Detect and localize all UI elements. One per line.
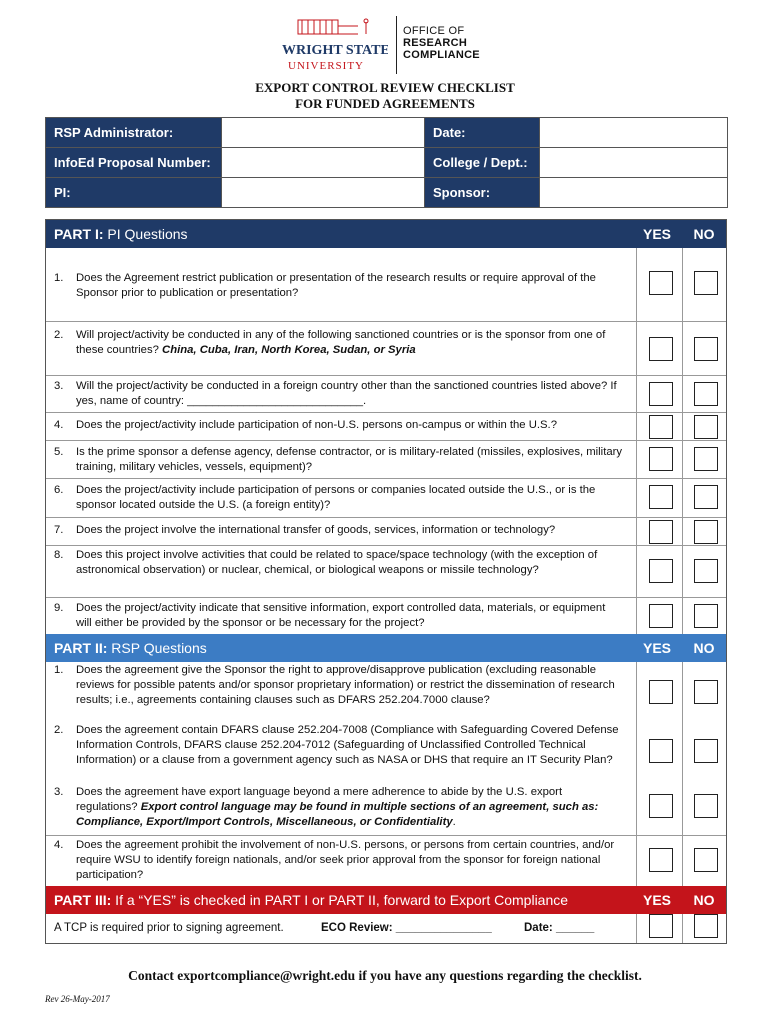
office-line-1: OFFICE OF <box>403 25 465 37</box>
question-number: 1. <box>54 664 64 676</box>
office-name <box>403 25 480 61</box>
part1-q9-yes-checkbox[interactable] <box>649 604 673 628</box>
part3-prefix: PART III: <box>54 892 112 908</box>
part2-q3-yes-checkbox[interactable] <box>649 794 673 818</box>
question-body <box>76 328 624 358</box>
question-text <box>54 548 624 578</box>
pi-label: PI: <box>46 178 222 208</box>
question-text <box>54 601 624 631</box>
sponsor-field[interactable] <box>540 178 728 208</box>
part1-q6-row <box>46 478 726 517</box>
question-text <box>54 523 624 538</box>
question-text <box>54 379 624 409</box>
question-main: Will project/activity be conducted in any of the following sanctioned countries or is the sponsor from one of these countries? <box>76 329 606 356</box>
part1-header <box>46 220 726 248</box>
question-body: Does this project involve activities that could be related to space/space technology (with the exception of astronomical observation) or nuclear, chemical, or biological weapons or missile technology? <box>76 549 598 576</box>
question-number: 1. <box>54 272 64 284</box>
title-line-1: EXPORT CONTROL REVIEW CHECKLIST <box>255 80 515 95</box>
question-number: 2. <box>54 724 64 736</box>
infoed-label: InfoEd Proposal Number: <box>46 148 222 178</box>
date-label: Date: <box>425 118 540 148</box>
question-body: Does the project/activity include participation of non-U.S. persons on-campus or within the U.S.? <box>76 419 557 431</box>
title-line-2: FOR FUNDED AGREEMENTS <box>295 96 475 111</box>
part1-q2-yes-checkbox[interactable] <box>649 337 673 361</box>
sponsor-label: Sponsor: <box>425 178 540 208</box>
wsu-logo <box>278 16 388 76</box>
tcp-note: A TCP is required prior to signing agreement. <box>54 922 284 934</box>
part1-q3-row <box>46 375 726 412</box>
question-body: Is the prime sponsor a defense agency, defense contractor, or is military-related (missiles, explosives, military training, military vehicles, vessels, equipment)? <box>76 446 623 473</box>
part2-q2-no-checkbox[interactable] <box>694 739 718 763</box>
rsp-admin-field[interactable] <box>222 118 425 148</box>
part3-yes-checkbox[interactable] <box>649 914 673 938</box>
rsp-admin-label: RSP Administrator: <box>46 118 222 148</box>
part1-q4-no-checkbox[interactable] <box>694 415 718 439</box>
part1-no-header: NO <box>693 226 715 242</box>
office-line-3: COMPLIANCE <box>403 49 480 61</box>
part2-q1-no-checkbox[interactable] <box>694 680 718 704</box>
part2-q3-no-checkbox[interactable] <box>694 794 718 818</box>
part1-q5-no-checkbox[interactable] <box>694 447 718 471</box>
part3-no-checkbox[interactable] <box>694 914 718 938</box>
question-body: Does the agreement prohibit the involvement of non-U.S. persons, or persons from certain countries, and/or require WSU to identify foreign nationals, and/or seek prior approval from the sponsor for foreign national participation? <box>76 839 615 881</box>
infoed-field[interactable] <box>222 148 425 178</box>
question-body: Does the project involve the international transfer of goods, services, information or technology? <box>76 524 556 536</box>
part1-q5-row <box>46 440 726 478</box>
part2-q1-yes-checkbox[interactable] <box>649 680 673 704</box>
part3-header <box>46 886 726 914</box>
wsu-building-icon <box>278 16 388 76</box>
part2-q2-row <box>46 723 726 783</box>
part1-q5-yes-checkbox[interactable] <box>649 447 673 471</box>
office-line-2: RESEARCH <box>403 37 468 49</box>
pi-field[interactable] <box>222 178 425 208</box>
part1-q2-row <box>46 321 726 375</box>
part1-q6-yes-checkbox[interactable] <box>649 485 673 509</box>
question-number: 5. <box>54 446 64 458</box>
part1-q7-no-checkbox[interactable] <box>694 520 718 544</box>
part2-q4-no-checkbox[interactable] <box>694 848 718 872</box>
question-number: 9. <box>54 602 64 614</box>
question-text <box>54 271 624 301</box>
part1-q3-yes-checkbox[interactable] <box>649 382 673 406</box>
question-body: Does the agreement contain DFARS clause 252.204-7008 (Compliance with Safeguarding Covered Defense Information Controls, DFARS clause 252.204-7012 (Safeguarding of Unclassified Controlled Technical Information) or a clause from a government agency such as NASA or DHS that require an IT Security Plan? <box>76 724 619 766</box>
question-body: Does the project/activity include participation of persons or companies located outside the U.S., or is the sponsor located outside the U.S. (a foreign entity)? <box>76 484 596 511</box>
part2-yes-header: YES <box>642 640 671 656</box>
part1-q9-row <box>46 597 726 634</box>
part1-q7-yes-checkbox[interactable] <box>649 520 673 544</box>
part2-q4-row <box>46 835 726 887</box>
date-field[interactable] <box>540 118 728 148</box>
question-number: 4. <box>54 839 64 851</box>
college-label: College / Dept.: <box>425 148 540 178</box>
part1-q1-no-checkbox[interactable] <box>694 271 718 295</box>
part1-q6-no-checkbox[interactable] <box>694 485 718 509</box>
eco-review-field[interactable]: ECO Review: _______________ <box>321 922 492 934</box>
checklist-form <box>45 219 727 944</box>
part3-yes-header: YES <box>642 892 671 908</box>
question-emphasis: China, Cuba, Iran, North Korea, Sudan, or Syria <box>162 344 416 356</box>
logo-divider <box>396 16 397 74</box>
part1-q1-row <box>46 248 726 320</box>
college-field[interactable] <box>540 148 728 178</box>
question-text <box>54 328 624 358</box>
revision-date: Rev 26-May-2017 <box>45 994 110 1004</box>
part1-q4-row <box>46 412 726 440</box>
question-body: Does the Agreement restrict publication or presentation of the research results or require approval of the Sponsor prior to publication or presentation? <box>76 272 596 299</box>
question-body: Will the project/activity be conducted in a foreign country other than the sanctioned countries listed above? If yes, name of country: ____________________________. <box>76 380 617 407</box>
part3-row <box>46 914 726 943</box>
part2-no-header: NO <box>693 640 715 656</box>
question-body: Does the agreement give the Sponsor the right to approve/disapprove publication (excluding reasonable reviews for possible patents and/or sponsor proprietary information) or restrict the dissemination of research results; i.e., agreements containing clauses such as DFARS 252.204.7000 clause? <box>76 664 615 706</box>
question-text <box>54 723 624 768</box>
contact-note: Contact exportcompliance@wright.edu if you have any questions regarding the checklist. <box>128 968 642 983</box>
question-body <box>76 785 624 830</box>
part1-q1-yes-checkbox[interactable] <box>649 271 673 295</box>
page-title <box>0 80 770 112</box>
question-emphasis: Export control language may be found in multiple sections of an agreement, such as: Compliance, Export/Import Controls, Miscellaneous, or Confidentiality <box>76 801 599 828</box>
part2-q1-row <box>46 662 726 722</box>
question-text <box>54 663 624 708</box>
question-body: Does the project/activity indicate that sensitive information, export controlled data, materials, or equipment will either be provided by the sponsor or be necessary for the project? <box>76 602 606 629</box>
eco-date-field[interactable]: Date: ______ <box>524 922 595 934</box>
question-number: 7. <box>54 524 64 536</box>
part2-title: RSP Questions <box>107 640 207 656</box>
part1-prefix: PART I: <box>54 226 104 242</box>
part1-q8-no-checkbox[interactable] <box>694 559 718 583</box>
part1-q9-no-checkbox[interactable] <box>694 604 718 628</box>
question-number: 2. <box>54 329 64 341</box>
question-text <box>54 785 624 830</box>
part2-q3-row <box>46 784 726 834</box>
question-tail: . <box>452 816 456 828</box>
part2-q2-yes-checkbox[interactable] <box>649 739 673 763</box>
part1-q3-no-checkbox[interactable] <box>694 382 718 406</box>
question-number: 3. <box>54 786 64 798</box>
part1-q8-row <box>46 545 726 597</box>
svg-text:UNIVERSITY: UNIVERSITY <box>288 60 364 72</box>
part3-title: If a “YES” is checked in PART I or PART II, forward to Export Compliance <box>111 892 569 908</box>
part1-q4-yes-checkbox[interactable] <box>649 415 673 439</box>
question-number: 4. <box>54 419 64 431</box>
question-number: 8. <box>54 549 64 561</box>
part1-q7-row <box>46 517 726 545</box>
part2-q4-yes-checkbox[interactable] <box>649 848 673 872</box>
question-text <box>54 418 624 433</box>
question-number: 6. <box>54 484 64 496</box>
question-text <box>54 483 624 513</box>
question-main: Does the agreement have export language beyond a mere adherence to abide by the U.S. export regulations? <box>76 786 563 813</box>
svg-text:WRIGHT STATE: WRIGHT STATE <box>282 43 388 58</box>
question-text <box>54 445 624 475</box>
part1-title: PI Questions <box>103 226 188 242</box>
info-table <box>45 117 728 208</box>
question-text <box>54 838 624 883</box>
question-number: 3. <box>54 380 64 392</box>
part1-q8-yes-checkbox[interactable] <box>649 559 673 583</box>
part3-no-header: NO <box>693 892 715 908</box>
part2-header <box>46 634 726 662</box>
part2-prefix: PART II: <box>54 640 108 656</box>
part1-q2-no-checkbox[interactable] <box>694 337 718 361</box>
part1-yes-header: YES <box>642 226 671 242</box>
